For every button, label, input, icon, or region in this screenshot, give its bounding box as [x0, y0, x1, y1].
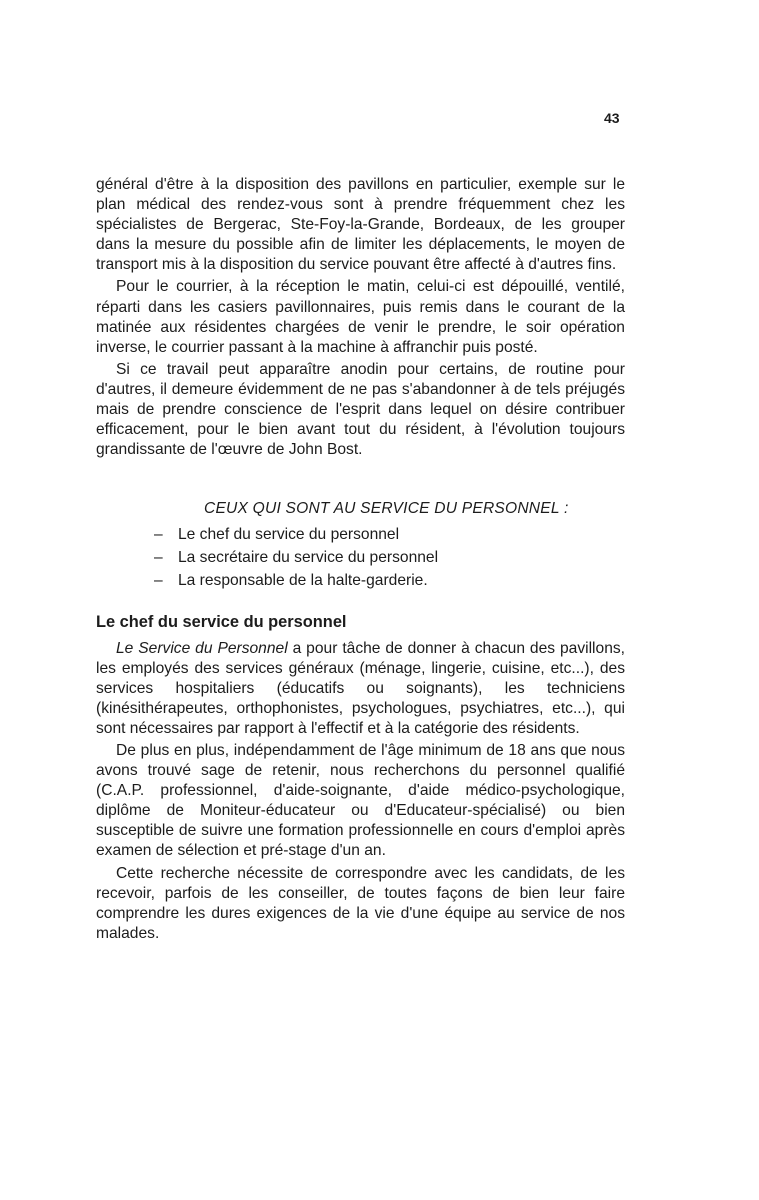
staff-list-item	[154, 523, 625, 546]
paragraph-travail: Si ce travail peut apparaître anodin pour certains, de routine pour d'autres, il demeure évidemment de ne pas s'abandonner à de tels préjugés mais de prendre conscience de l'esprit dans lequel on désire contribuer efficacement, pour le bien avant tout du résident, à l'évolution toujours grandissante de l'œuvre de John Bost.	[96, 360, 625, 459]
service-personnel-italic: Le Service du Personnel	[116, 639, 288, 657]
staff-item-label: La secrétaire du service du personnel	[178, 549, 439, 567]
staff-item-label: La responsable de la halte-garderie.	[178, 572, 428, 590]
section-heading: Le chef du service du personnel	[96, 613, 347, 632]
staff-item-label: Le chef du service du personnel	[178, 526, 400, 544]
page-body	[96, 175, 625, 944]
staff-heading: CEUX QUI SONT AU SERVICE DU PERSONNEL :	[204, 500, 569, 518]
paragraph-recrutement: De plus en plus, indépendamment de l'âge minimum de 18 ans que nous avons trouvé sage de retenir, nous recherchons du personnel qualifié (C.A.P. professionnel, d'aide-soignante, d'aide médico-psychologique, diplôme de Moniteur-éducateur ou d'Educateur-spécialisé) ou bien susceptible de suivre une formation professionnelle en cours d'emploi après examen de sélection et pré-stage d'un an.	[96, 741, 625, 860]
paragraph-service-personnel-text: a pour tâche de donner à chacun des pavillons, les employés des services généraux (ménage, lingerie, cuisine, etc...), des services hospitaliers (éducatifs ou soignants), les techniciens (kinésithérapeutes, orthophonistes, psychologues, psychiatres, etc...), qui sont nécessaires par rapport à l'effectif et à la catégorie des résidents.	[96, 639, 625, 737]
list-dash: –	[154, 572, 163, 590]
paragraph-service-personnel	[96, 639, 625, 739]
list-dash: –	[154, 549, 163, 567]
list-dash: –	[154, 526, 163, 544]
paragraph-transport: général d'être à la disposition des pavillons en particulier, exemple sur le plan médical des rendez-vous sont à prendre fréquemment chez les spécialistes de Bergerac, Ste-Foy-la-Grande, Bordeaux, de les grouper dans la mesure du possible afin de limiter les déplacements, le moyen de transport mis à la disposition du service pouvant être affecté à d'autres fins.	[96, 176, 625, 274]
page-number: 43	[604, 110, 620, 126]
paragraph-correspondance: Cette recherche nécessite de correspondre avec les candidats, de les recevoir, parfois de les conseiller, de toutes façons de bien leur faire comprendre les dures exigences de la vie d'une équipe au service de nos malades.	[96, 864, 625, 942]
staff-list	[96, 523, 625, 592]
paragraph-courrier: Pour le courrier, à la réception le matin, celui-ci est dépouillé, ventilé, réparti dans les casiers pavillonnaires, puis remis dans le courant de la matinée aux résidentes chargées de venir le prendre, le soir opération inverse, le courrier passant à la machine à affranchir puis posté.	[96, 278, 625, 356]
staff-list-item	[154, 569, 625, 592]
staff-list-item	[154, 546, 625, 569]
